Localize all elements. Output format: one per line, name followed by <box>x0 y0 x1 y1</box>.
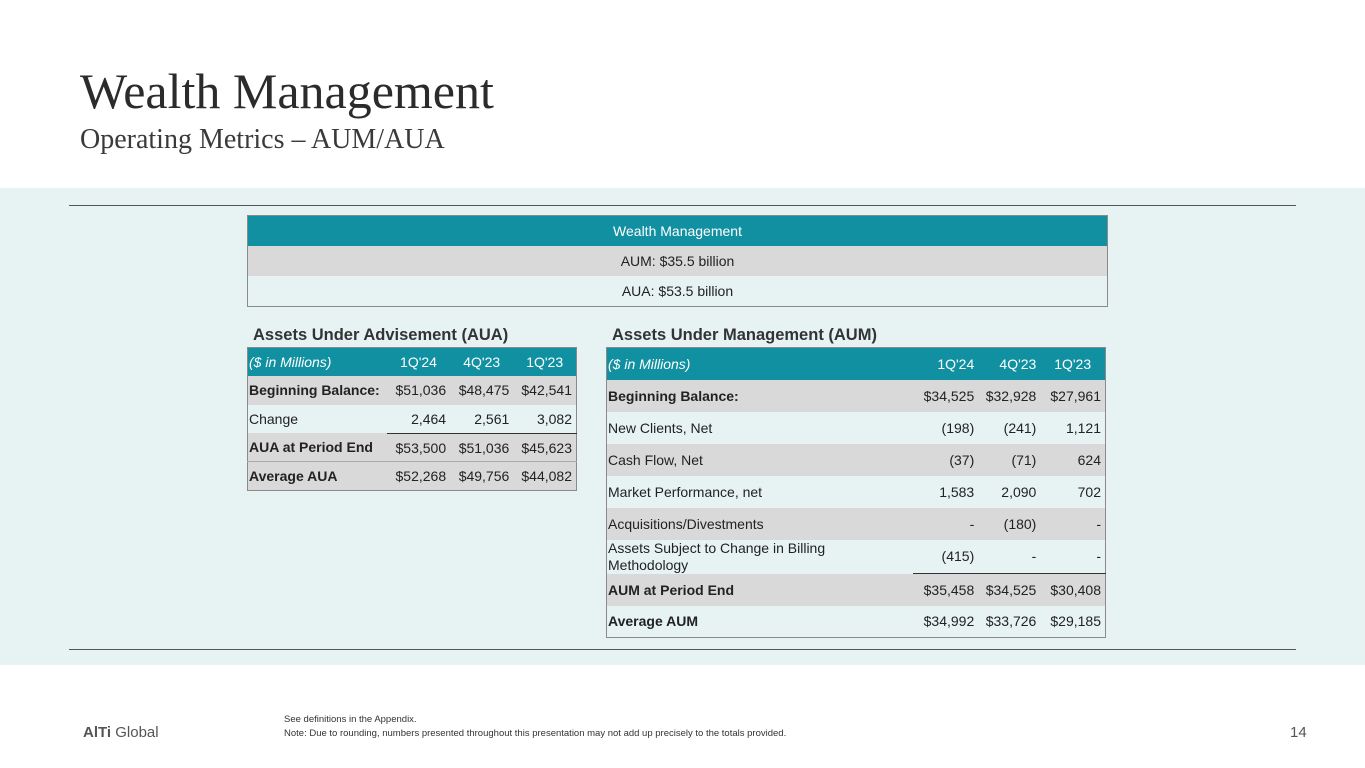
aum-section-title: Assets Under Management (AUM) <box>612 326 877 344</box>
cell-value: $51,036 <box>450 433 513 462</box>
cell-value: $34,525 <box>913 380 978 412</box>
summary-aum: AUM: $35.5 billion <box>248 246 1107 276</box>
cell-value: $49,756 <box>450 462 513 491</box>
cell-value: $34,525 <box>978 574 1040 606</box>
bottom-divider <box>69 649 1296 650</box>
cell-value: 1,583 <box>913 476 978 508</box>
top-divider <box>69 205 1296 206</box>
row-label: AUA at Period End <box>248 433 387 462</box>
cell-value: $35,458 <box>913 574 978 606</box>
row-label: New Clients, Net <box>607 412 914 444</box>
column-header: 4Q'23 <box>450 348 513 377</box>
column-header: 4Q'23 <box>978 348 1040 380</box>
table-header-row <box>248 348 577 377</box>
cell-value: 702 <box>1040 476 1105 508</box>
row-label: Acquisitions/Divestments <box>607 508 914 540</box>
cell-value: (37) <box>913 444 978 476</box>
cell-value: 624 <box>1040 444 1105 476</box>
cell-value: 2,464 <box>387 405 450 434</box>
table-row <box>248 462 577 491</box>
cell-value: (71) <box>978 444 1040 476</box>
cell-value: - <box>1040 540 1105 574</box>
cell-value: $32,928 <box>978 380 1040 412</box>
company-logo <box>83 724 159 741</box>
cell-value: 3,082 <box>513 405 576 434</box>
footnote <box>284 713 786 741</box>
column-header: 1Q'24 <box>387 348 450 377</box>
aua-table <box>247 347 577 491</box>
aum-table <box>606 347 1106 638</box>
summary-heading: Wealth Management <box>248 216 1107 246</box>
table-row <box>607 380 1106 412</box>
cell-value: $42,541 <box>513 376 576 405</box>
cell-value: - <box>913 508 978 540</box>
cell-value: 2,090 <box>978 476 1040 508</box>
table-row <box>607 444 1106 476</box>
row-label: Beginning Balance: <box>607 380 914 412</box>
cell-value: $30,408 <box>1040 574 1105 606</box>
cell-value: (241) <box>978 412 1040 444</box>
table-row <box>607 508 1106 540</box>
cell-value: 2,561 <box>450 405 513 434</box>
aua-section-title: Assets Under Advisement (AUA) <box>253 326 509 344</box>
column-header: ($ in Millions) <box>248 348 387 377</box>
table-header-row <box>607 348 1106 380</box>
table-row <box>248 376 577 405</box>
table-row <box>607 476 1106 508</box>
row-label: Market Performance, net <box>607 476 914 508</box>
cell-value: $45,623 <box>513 433 576 462</box>
row-label: AUM at Period End <box>607 574 914 606</box>
row-label: Beginning Balance: <box>248 376 387 405</box>
cell-value: $44,082 <box>513 462 576 491</box>
page-title: Wealth Management <box>80 63 494 119</box>
column-header: 1Q'23 <box>513 348 576 377</box>
summary-table <box>247 215 1108 307</box>
cell-value: (180) <box>978 508 1040 540</box>
cell-value: 1,121 <box>1040 412 1105 444</box>
table-row <box>607 540 1106 574</box>
row-label: Average AUA <box>248 462 387 491</box>
row-label: Cash Flow, Net <box>607 444 914 476</box>
cell-value: $48,475 <box>450 376 513 405</box>
cell-value: $27,961 <box>1040 380 1105 412</box>
table-row <box>607 574 1106 606</box>
row-label: Assets Subject to Change in Billing Methodology <box>607 540 914 574</box>
summary-aua: AUA: $53.5 billion <box>248 276 1107 306</box>
cell-value: (198) <box>913 412 978 444</box>
page-subtitle: Operating Metrics – AUM/AUA <box>80 124 445 155</box>
footnote-line: See definitions in the Appendix. <box>284 714 417 725</box>
logo-bold-text: AlTi <box>83 724 112 741</box>
row-label: Average AUM <box>607 606 914 638</box>
cell-value: $34,992 <box>913 606 978 638</box>
column-header: 1Q'24 <box>913 348 978 380</box>
cell-value: - <box>978 540 1040 574</box>
column-header: 1Q'23 <box>1040 348 1105 380</box>
cell-value: (415) <box>913 540 978 574</box>
cell-value: - <box>1040 508 1105 540</box>
table-row <box>248 405 577 434</box>
table-row <box>607 606 1106 638</box>
cell-value: $29,185 <box>1040 606 1105 638</box>
row-label: Change <box>248 405 387 434</box>
cell-value: $51,036 <box>387 376 450 405</box>
page-number: 14 <box>1290 724 1307 741</box>
cell-value: $52,268 <box>387 462 450 491</box>
table-row <box>607 412 1106 444</box>
cell-value: $33,726 <box>978 606 1040 638</box>
footnote-line: Note: Due to rounding, numbers presented throughout this presentation may not add up precisely to the totals provided. <box>284 728 787 739</box>
logo-rest-text: Global <box>111 724 159 741</box>
table-row <box>248 433 577 462</box>
column-header: ($ in Millions) <box>607 348 914 380</box>
cell-value: $53,500 <box>387 433 450 462</box>
